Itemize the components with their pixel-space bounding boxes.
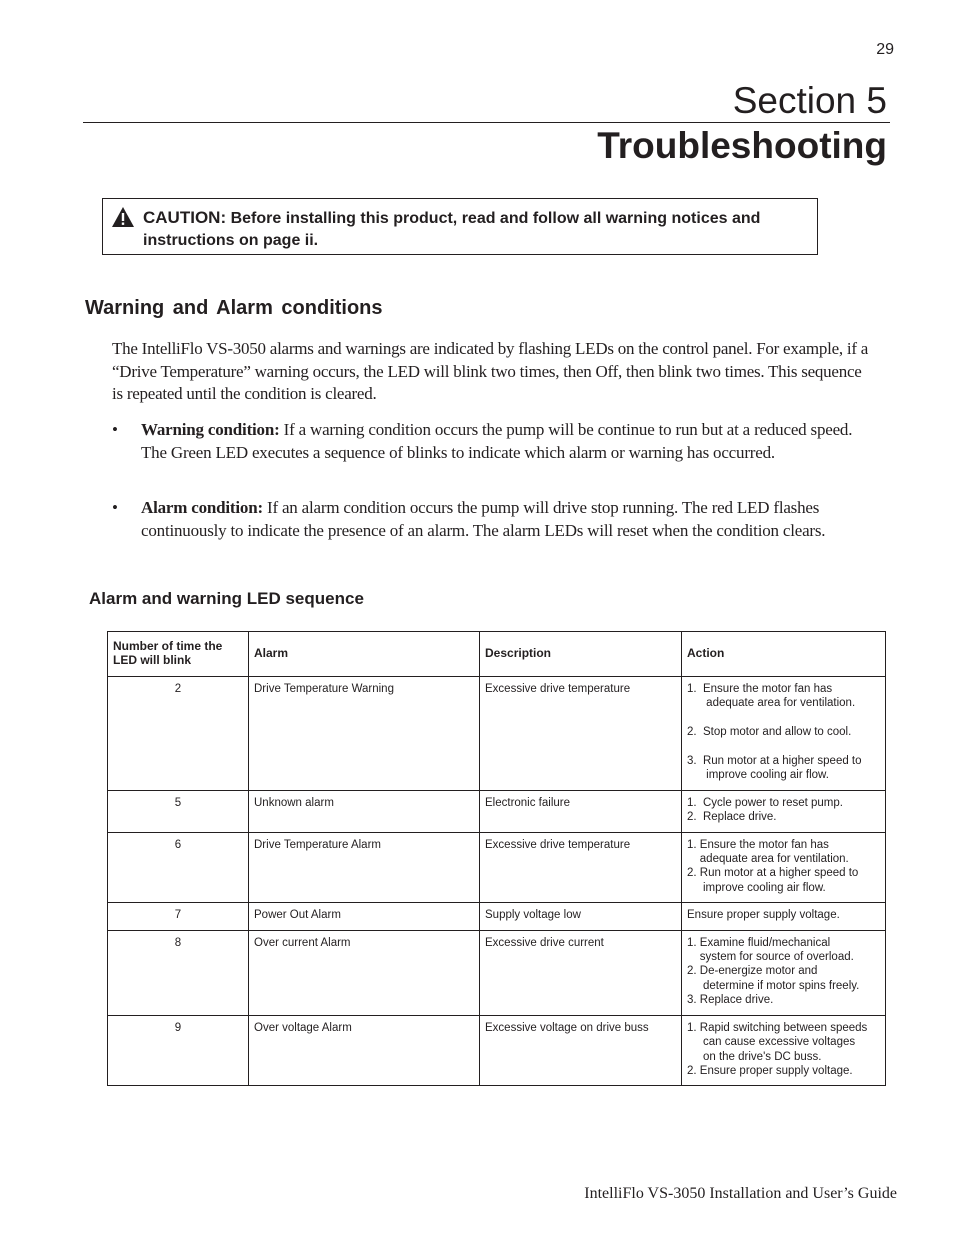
cell-action	[682, 832, 886, 903]
bullet-text: If a warning condition occurs the pump will be continue to run but at a reduced speed. The Green LED executes a sequence of blinks to indicate which alarm or warning has occurred.	[141, 420, 853, 462]
footer-guide-title: IntelliFlo VS-3050 Installation and User’s Guide	[584, 1185, 897, 1202]
action-line: 1. Ensure the motor fan has	[687, 838, 829, 851]
action-line: 2. Run motor at a higher speed to	[687, 867, 859, 880]
bullet-warning-condition	[112, 419, 872, 464]
table-row	[108, 1015, 886, 1086]
page-number: 29	[876, 41, 894, 58]
table-row	[108, 903, 886, 930]
bullet-term: Warning condition:	[141, 420, 280, 439]
action-line: 2. De-energize motor and	[687, 965, 818, 978]
section-heading: Warning and Alarm conditions	[85, 297, 383, 319]
bullet-text: If an alarm condition occurs the pump will drive stop running. The red LED flashes continuously to indicate the presence of an alarm. The alarm LEDs will reset when the condition clears.	[141, 498, 826, 540]
cell-blink-count: 7	[108, 903, 249, 930]
action-line: 2. Ensure proper supply voltage.	[687, 1064, 853, 1077]
cell-action	[682, 790, 886, 832]
warning-triangle-icon	[111, 206, 135, 228]
bullet-dot: •	[112, 498, 118, 517]
action-line: 1. Rapid switching between speeds	[687, 1021, 868, 1034]
column-header-alarm: Alarm	[249, 632, 480, 677]
column-header-blinks: Number of time the LED will blink	[108, 632, 249, 677]
title-divider	[83, 122, 890, 123]
action-spacer	[687, 711, 880, 725]
cell-description: Supply voltage low	[480, 903, 682, 930]
cell-action	[682, 1015, 886, 1086]
cell-blink-count: 5	[108, 790, 249, 832]
cell-alarm: Over voltage Alarm	[249, 1015, 480, 1086]
bullet-dot: •	[112, 420, 118, 439]
action-line: 2. Replace drive.	[687, 811, 777, 824]
table-row	[108, 832, 886, 903]
action-line: system for source of overload.	[687, 951, 854, 964]
action-line: 3. Run motor at a higher speed to	[687, 755, 862, 767]
cell-description: Excessive drive temperature	[480, 677, 682, 791]
table-row	[108, 790, 886, 832]
column-header-action: Action	[682, 632, 886, 677]
action-line: improve cooling air flow.	[687, 881, 826, 894]
action-line: 1. Examine fluid/mechanical	[687, 936, 831, 949]
cell-blink-count: 2	[108, 677, 249, 791]
cell-action	[682, 930, 886, 1015]
action-line: improve cooling air flow.	[687, 769, 829, 782]
page-title: Troubleshooting	[597, 125, 887, 166]
cell-alarm: Drive Temperature Alarm	[249, 832, 480, 903]
caution-box	[102, 198, 818, 255]
led-sequence-table	[107, 631, 886, 1086]
table-row	[108, 930, 886, 1015]
action-line: Ensure proper supply voltage.	[687, 909, 840, 922]
bullet-term: Alarm condition:	[141, 498, 263, 517]
cell-blink-count: 6	[108, 832, 249, 903]
cell-description: Electronic failure	[480, 790, 682, 832]
cell-blink-count: 8	[108, 930, 249, 1015]
action-line: on the drive's DC buss.	[687, 1050, 822, 1063]
caution-text: Before installing this product, read and follow all warning notices and instructions on page ii.	[143, 210, 761, 249]
cell-description: Excessive drive temperature	[480, 832, 682, 903]
intro-paragraph: The IntelliFlo VS-3050 alarms and warnings are indicated by flashing LEDs on the control panel. For example, if a “Drive Temperature” warning occurs, the LED will blink two times, then Off, then blink two times. This sequence is repeated until the condition is cleared.	[112, 339, 869, 403]
column-header-description: Description	[480, 632, 682, 677]
action-line: 1. Cycle power to reset pump.	[687, 796, 843, 809]
cell-alarm: Over current Alarm	[249, 930, 480, 1015]
table-heading: Alarm and warning LED sequence	[89, 589, 364, 608]
cell-action	[682, 903, 886, 930]
cell-description: Excessive voltage on drive buss	[480, 1015, 682, 1086]
cell-alarm: Drive Temperature Warning	[249, 677, 480, 791]
action-line: 2. Stop motor and allow to cool.	[687, 726, 852, 739]
action-line: can cause excessive voltages	[687, 1036, 856, 1049]
cell-blink-count: 9	[108, 1015, 249, 1086]
action-line: 3. Replace drive.	[687, 994, 774, 1007]
caution-label: CAUTION:	[143, 208, 227, 227]
table-row	[108, 677, 886, 791]
action-line: 1. Ensure the motor fan has	[687, 683, 833, 695]
bullet-alarm-condition	[112, 497, 872, 542]
action-line: determine if motor spins freely.	[687, 979, 860, 992]
cell-description: Excessive drive current	[480, 930, 682, 1015]
action-line: adequate area for ventilation.	[687, 697, 856, 710]
section-label: Section 5	[732, 80, 887, 121]
action-spacer	[687, 740, 880, 754]
table-header-row	[108, 632, 886, 677]
cell-alarm: Power Out Alarm	[249, 903, 480, 930]
action-line: adequate area for ventilation.	[687, 853, 849, 866]
cell-alarm: Unknown alarm	[249, 790, 480, 832]
caution-message	[143, 207, 815, 252]
cell-action	[682, 677, 886, 791]
